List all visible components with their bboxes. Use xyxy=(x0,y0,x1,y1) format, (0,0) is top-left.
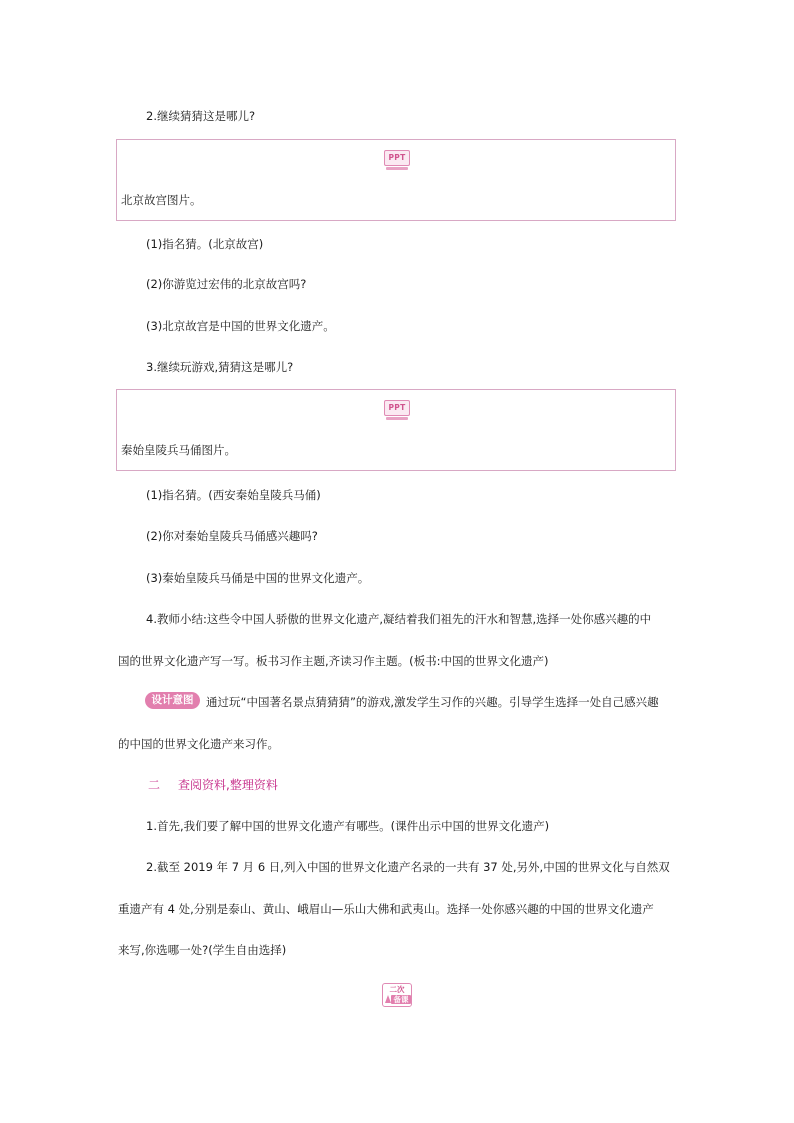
ppt-stand xyxy=(386,417,408,420)
part2-item2-line1: 2.截至 2019 年 7 月 6 日,列入中国的世界文化遗产名录的一共有 37 处,另外,中国的世界文化与自然双 xyxy=(146,860,670,874)
list-item: (1)指名猜。(西安秦始皇陵兵马俑) xyxy=(146,488,321,502)
part2-item2-line2: 重遗产有 4 处,分别是泰山、黄山、峨眉山—乐山大佛和武夷山。选择一处你感兴趣的中国的世界文化遗产 xyxy=(118,902,654,916)
list-item: (2)你游览过宏伟的北京故宫吗? xyxy=(146,277,307,291)
design-intent-tag: 设计意图 xyxy=(145,692,200,709)
stamp-line2: 备课 xyxy=(391,995,411,1004)
design-intent-line2: 的中国的世界文化遗产来习作。 xyxy=(118,737,279,751)
section-2-heading: 2.继续猜猜这是哪儿? xyxy=(146,109,256,123)
ppt-icon xyxy=(384,150,410,172)
list-item: (3)秦始皇陵兵马俑是中国的世界文化遗产。 xyxy=(146,571,370,585)
section-3-heading: 3.继续玩游戏,猜猜这是哪儿? xyxy=(146,360,294,374)
second-prep-stamp xyxy=(382,983,412,1007)
ppt-screen: PPT xyxy=(384,150,410,166)
summary-paragraph-line2: 国的世界文化遗产写一写。板书习作主题,齐读习作主题。(板书:中国的世界文化遗产) xyxy=(118,654,549,668)
part2-item1: 1.首先,我们要了解中国的世界文化遗产有哪些。(课件出示中国的世界文化遗产) xyxy=(146,819,550,833)
ppt-box-caption: 秦始皇陵兵马俑图片。 xyxy=(121,443,236,457)
ppt-box-forbidden-city xyxy=(116,139,676,221)
summary-paragraph-line1: 4.教师小结:这些令中国人骄傲的世界文化遗产,凝结着我们祖先的汗水和智慧,选择一处你感兴趣的中 xyxy=(146,612,652,626)
ppt-screen: PPT xyxy=(384,400,410,416)
ppt-box-caption: 北京故宫图片。 xyxy=(121,193,202,207)
part-title: 查阅资料,整理资料 xyxy=(178,778,278,792)
ppt-icon xyxy=(384,400,410,422)
list-item: (2)你对秦始皇陵兵马俑感兴趣吗? xyxy=(146,529,318,543)
part-number: 二 xyxy=(148,778,161,792)
ppt-box-terracotta xyxy=(116,389,676,471)
part2-item2-line3: 来写,你选哪一处?(学生自由选择) xyxy=(118,943,287,957)
design-intent-line1: 通过玩“中国著名景点猜猜猜”的游戏,激发学生习作的兴趣。引导学生选择一处自己感兴趣 xyxy=(206,695,659,709)
stamp-line1: 二次 xyxy=(389,985,405,994)
ppt-stand xyxy=(386,167,408,170)
list-item: (1)指名猜。(北京故宫) xyxy=(146,237,264,251)
list-item: (3)北京故宫是中国的世界文化遗产。 xyxy=(146,319,335,333)
